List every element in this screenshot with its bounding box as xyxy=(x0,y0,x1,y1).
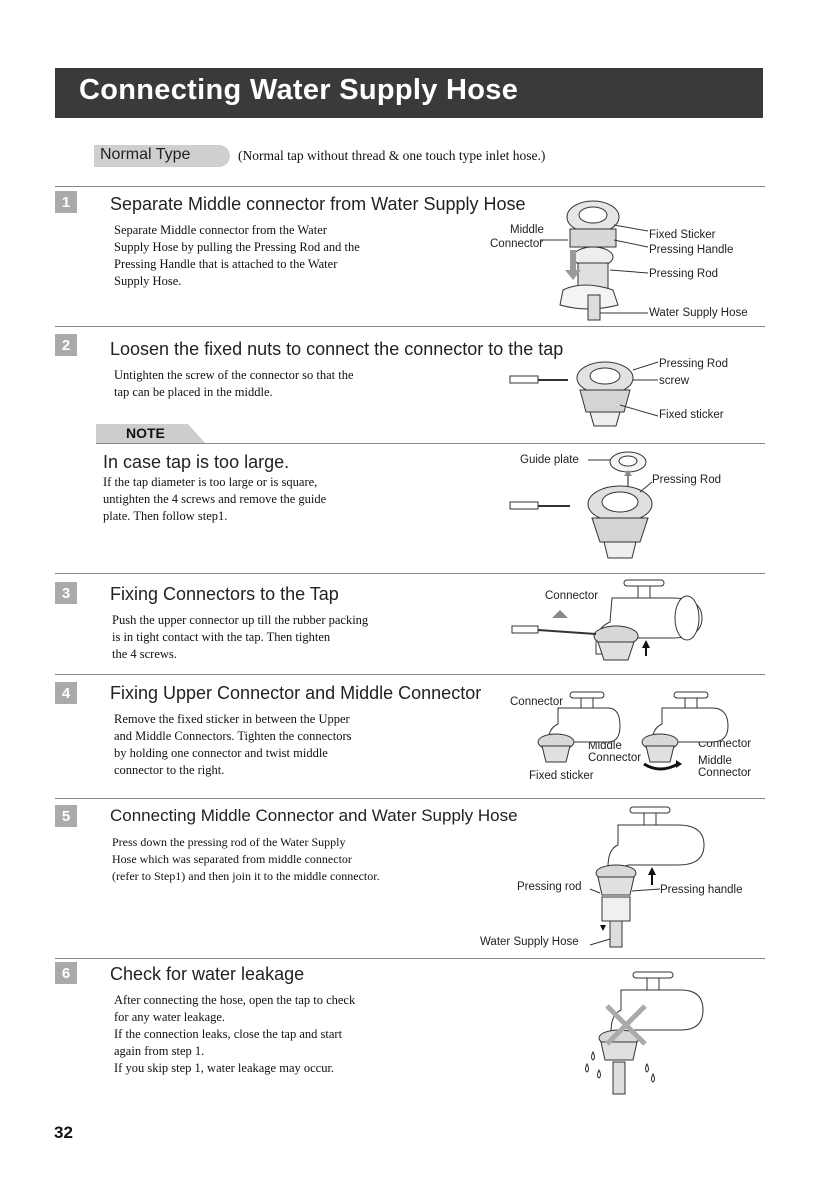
tap-left-illustration xyxy=(530,690,620,770)
label-fixed-sticker: Fixed sticker xyxy=(529,770,594,782)
normal-type-description: (Normal tap without thread & one touch type inlet hose.) xyxy=(238,148,546,163)
body-line: by holding one connector and twist middle xyxy=(114,746,328,760)
label-middle: Middle xyxy=(510,224,544,236)
label-middle: Middle xyxy=(588,740,622,752)
divider xyxy=(55,186,765,187)
step-number: 5 xyxy=(55,805,77,827)
body-line: is in tight contact with the tap. Then tighten xyxy=(112,630,331,644)
body-line: (refer to Step1) and then join it to the middle connector. xyxy=(112,869,380,883)
label-pressing-handle: Pressing Handle xyxy=(649,244,734,256)
body-line: connector to the right. xyxy=(114,763,225,777)
label-pressing-rod: Pressing rod xyxy=(517,881,582,893)
body-line: and Middle Connectors. Tighten the connectors xyxy=(114,729,352,743)
label-connector: Connector xyxy=(698,738,752,750)
body-line: If the tap diameter is too large or is square, xyxy=(103,475,318,489)
body-line: tap can be placed in the middle. xyxy=(114,385,273,399)
note-label: NOTE xyxy=(126,425,165,441)
tap-connector-illustration xyxy=(512,578,712,673)
body-line: Supply Hose. xyxy=(114,274,182,288)
page-number: 32 xyxy=(54,1123,73,1142)
label-connector: Connector xyxy=(490,238,544,250)
divider xyxy=(96,443,765,444)
body-line: If the connection leaks, close the tap and start xyxy=(114,1027,343,1041)
screwdriver-connector-illustration xyxy=(510,360,660,430)
step-body xyxy=(112,834,380,885)
step-body xyxy=(114,992,355,1077)
step-title: Connecting Middle Connector and Water Supply Hose xyxy=(110,806,518,825)
body-line: Hose which was separated from middle connector xyxy=(112,852,352,866)
label-connector: Connector xyxy=(510,696,564,708)
body-line: Remove the fixed sticker in between the Upper xyxy=(114,712,350,726)
label-screw: screw xyxy=(659,375,690,387)
note-body xyxy=(103,474,326,525)
label-guide-plate: Guide plate xyxy=(520,454,579,466)
label-pressing-rod: Pressing Rod xyxy=(649,268,719,280)
label-fixed-sticker: Fixed sticker xyxy=(659,409,724,421)
body-line: Push the upper connector up till the rubber packing xyxy=(112,613,369,627)
body-line: After connecting the hose, open the tap to check xyxy=(114,993,356,1007)
body-line: again from step 1. xyxy=(114,1044,205,1058)
note-tag xyxy=(96,424,206,444)
label-pressing-rod: Pressing Rod xyxy=(652,474,722,486)
normal-type-label: Normal Type xyxy=(100,146,191,163)
label-pressing-handle: Pressing handle xyxy=(660,884,743,896)
note-title: In case tap is too large. xyxy=(103,452,290,472)
step-body xyxy=(112,612,368,663)
step-number: 1 xyxy=(55,191,77,213)
label-connector: Connector xyxy=(588,752,642,764)
step-number: 4 xyxy=(55,682,77,704)
guide-plate-illustration xyxy=(510,448,660,568)
step-number: 3 xyxy=(55,582,77,604)
label-water-supply-hose: Water Supply Hose xyxy=(480,936,579,948)
label-water-supply-hose: Water Supply Hose xyxy=(649,307,748,319)
step-body xyxy=(114,367,354,401)
step-title: Check for water leakage xyxy=(110,964,305,984)
label-connector: Connector xyxy=(698,767,752,779)
step-title: Loosen the fixed nuts to connect the connector to the tap xyxy=(110,339,564,359)
normal-type-tag xyxy=(94,145,230,167)
step-title: Separate Middle connector from Water Supply Hose xyxy=(110,194,526,214)
divider xyxy=(55,674,765,675)
body-line: Pressing Handle that is attached to the Water xyxy=(114,257,338,271)
divider xyxy=(55,798,765,799)
title-bar xyxy=(55,68,763,118)
step-body xyxy=(114,222,360,290)
step-number: 2 xyxy=(55,334,77,356)
label-pressing-rod: Pressing Rod xyxy=(659,358,729,370)
body-line: the 4 screws. xyxy=(112,647,177,661)
body-line: Supply Hose by pulling the Pressing Rod and the xyxy=(114,240,360,254)
divider xyxy=(55,573,765,574)
body-line: Untighten the screw of the connector so that the xyxy=(114,368,354,382)
body-line: Separate Middle connector from the Water xyxy=(114,223,327,237)
page-title: Connecting Water Supply Hose xyxy=(79,74,519,106)
divider xyxy=(55,326,765,327)
step-title: Fixing Connectors to the Tap xyxy=(110,584,339,604)
body-line: Press down the pressing rod of the Water Supply xyxy=(112,835,346,849)
divider xyxy=(55,958,765,959)
connector-illustration xyxy=(548,195,648,320)
label-fixed-sticker: Fixed Sticker xyxy=(649,229,716,241)
body-line: plate. Then follow step1. xyxy=(103,509,228,523)
body-line: for any water leakage. xyxy=(114,1010,226,1024)
label-middle: Middle xyxy=(698,755,732,767)
tap-right-illustration xyxy=(640,690,740,775)
label-connector: Connector xyxy=(545,590,599,602)
leak-check-illustration xyxy=(585,970,705,1095)
body-line: If you skip step 1, water leakage may occur. xyxy=(114,1061,335,1075)
body-line: untighten the 4 screws and remove the guide xyxy=(103,492,327,506)
step-number: 6 xyxy=(55,962,77,984)
hose-connection-illustration xyxy=(590,805,710,950)
step-title: Fixing Upper Connector and Middle Connector xyxy=(110,683,482,703)
step-body xyxy=(114,711,351,779)
